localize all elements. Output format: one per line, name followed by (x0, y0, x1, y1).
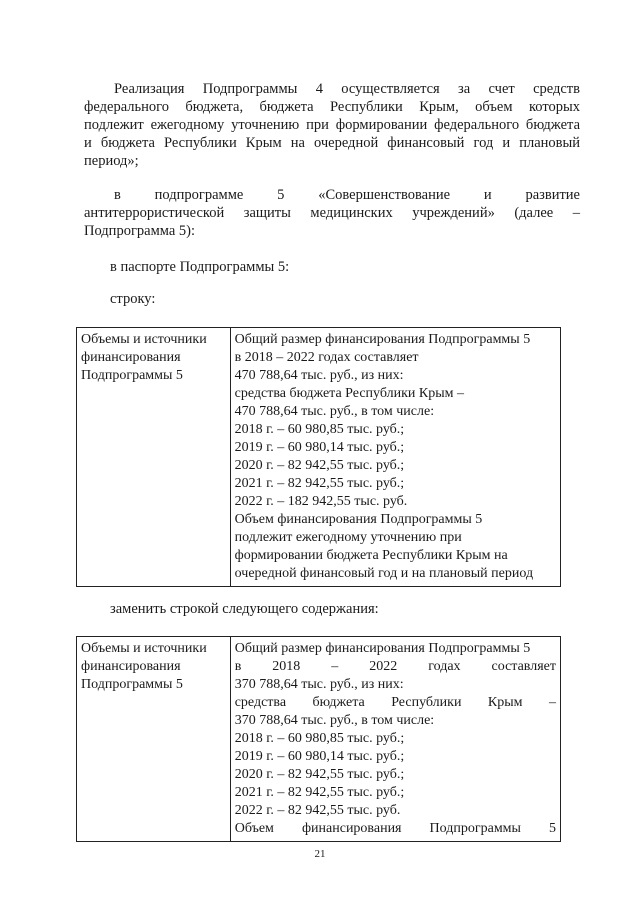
table-cell-label (77, 637, 231, 842)
cell-line: 2020 г. – 82 942,55 тыс. руб.; (234, 767, 405, 782)
cell-line: 2020 г. – 82 942,55 тыс. руб.; (234, 458, 405, 473)
paragraph-line: Подпрограмма 5): (84, 223, 195, 239)
cell-line: 370 788,64 тыс. руб., из них: (234, 677, 404, 692)
table-row (77, 637, 561, 842)
cell-line: 2018 г. – 60 980,85 тыс. руб.; (234, 422, 405, 437)
cell-line: Подпрограммы 5 (81, 677, 183, 692)
page-number: 21 (314, 848, 326, 860)
funding-table-old (76, 327, 561, 587)
cell-line: 2022 г. – 82 942,55 тыс. руб. (234, 803, 401, 818)
cell-line: в 2018 – 2022 годах составляет (234, 350, 419, 365)
paragraph-subprogram-5 (84, 186, 580, 240)
paragraph-line: подлежит ежегодному уточнению при формировании федерального бюджета (84, 117, 580, 133)
cell-line: очередной финансовый год и на плановый период (234, 566, 534, 581)
cell-line: 2019 г. – 60 980,14 тыс. руб.; (234, 440, 405, 455)
paragraph-line: период»; (84, 153, 139, 169)
row-label-text: строку: (110, 291, 156, 307)
cell-line: Объемы и источники (81, 641, 207, 656)
in-passport-text: в паспорте Подпрограммы 5: (110, 259, 290, 275)
paragraph-line: Реализация Подпрограммы 4 осуществляется за счет средств (114, 81, 580, 97)
cell-line: финансирования (81, 659, 181, 674)
cell-line: Объем финансирования Подпрограммы 5 (234, 512, 483, 527)
paragraph-line: и бюджета Республики Крым на очередной финансовый год и плановый (84, 135, 580, 151)
cell-line: 2019 г. – 60 980,14 тыс. руб.; (234, 749, 405, 764)
paragraph-line: антитеррористической защиты медицинских учреждений» (далее – (84, 205, 580, 221)
cell-line: финансирования (81, 350, 181, 365)
paragraph-line: в подпрограмме 5 «Совершенствование и развитие (114, 187, 580, 203)
replace-label-text: заменить строкой следующего содержания: (110, 601, 379, 617)
funding-table-new (76, 636, 561, 842)
cell-line: 2021 г. – 82 942,55 тыс. руб.; (234, 476, 405, 491)
cell-line: Объем финансирования Подпрограммы 5 (234, 821, 556, 836)
cell-line: в 2018 – 2022 годах составляет (234, 659, 556, 674)
table-cell-value (230, 328, 560, 587)
cell-line: 470 788,64 тыс. руб., из них: (234, 368, 404, 383)
paragraph-line: федерального бюджета, бюджета Республики Крым, объем которых (84, 99, 580, 115)
cell-line: 2022 г. – 182 942,55 тыс. руб. (234, 494, 408, 509)
cell-line: формировании бюджета Республики Крым на (234, 548, 508, 563)
cell-line: 2018 г. – 60 980,85 тыс. руб.; (234, 731, 405, 746)
cell-line: средства бюджета Республики Крым – (234, 695, 556, 710)
cell-line: 2021 г. – 82 942,55 тыс. руб.; (234, 785, 405, 800)
cell-line: Общий размер финансирования Подпрограммы 5 (234, 332, 531, 347)
cell-line: Подпрограммы 5 (81, 368, 183, 383)
table-row (77, 328, 561, 587)
table-cell-value (230, 637, 560, 842)
cell-line: 470 788,64 тыс. руб., в том числе: (234, 404, 435, 419)
table-cell-label (77, 328, 231, 587)
cell-line: подлежит ежегодному уточнению при (234, 530, 462, 545)
cell-line: 370 788,64 тыс. руб., в том числе: (234, 713, 435, 728)
cell-line: Общий размер финансирования Подпрограммы 5 (234, 641, 531, 656)
paragraph-funding-subprogram-4 (84, 80, 580, 170)
cell-line: Объемы и источники (81, 332, 207, 347)
cell-line: средства бюджета Республики Крым – (234, 386, 465, 401)
